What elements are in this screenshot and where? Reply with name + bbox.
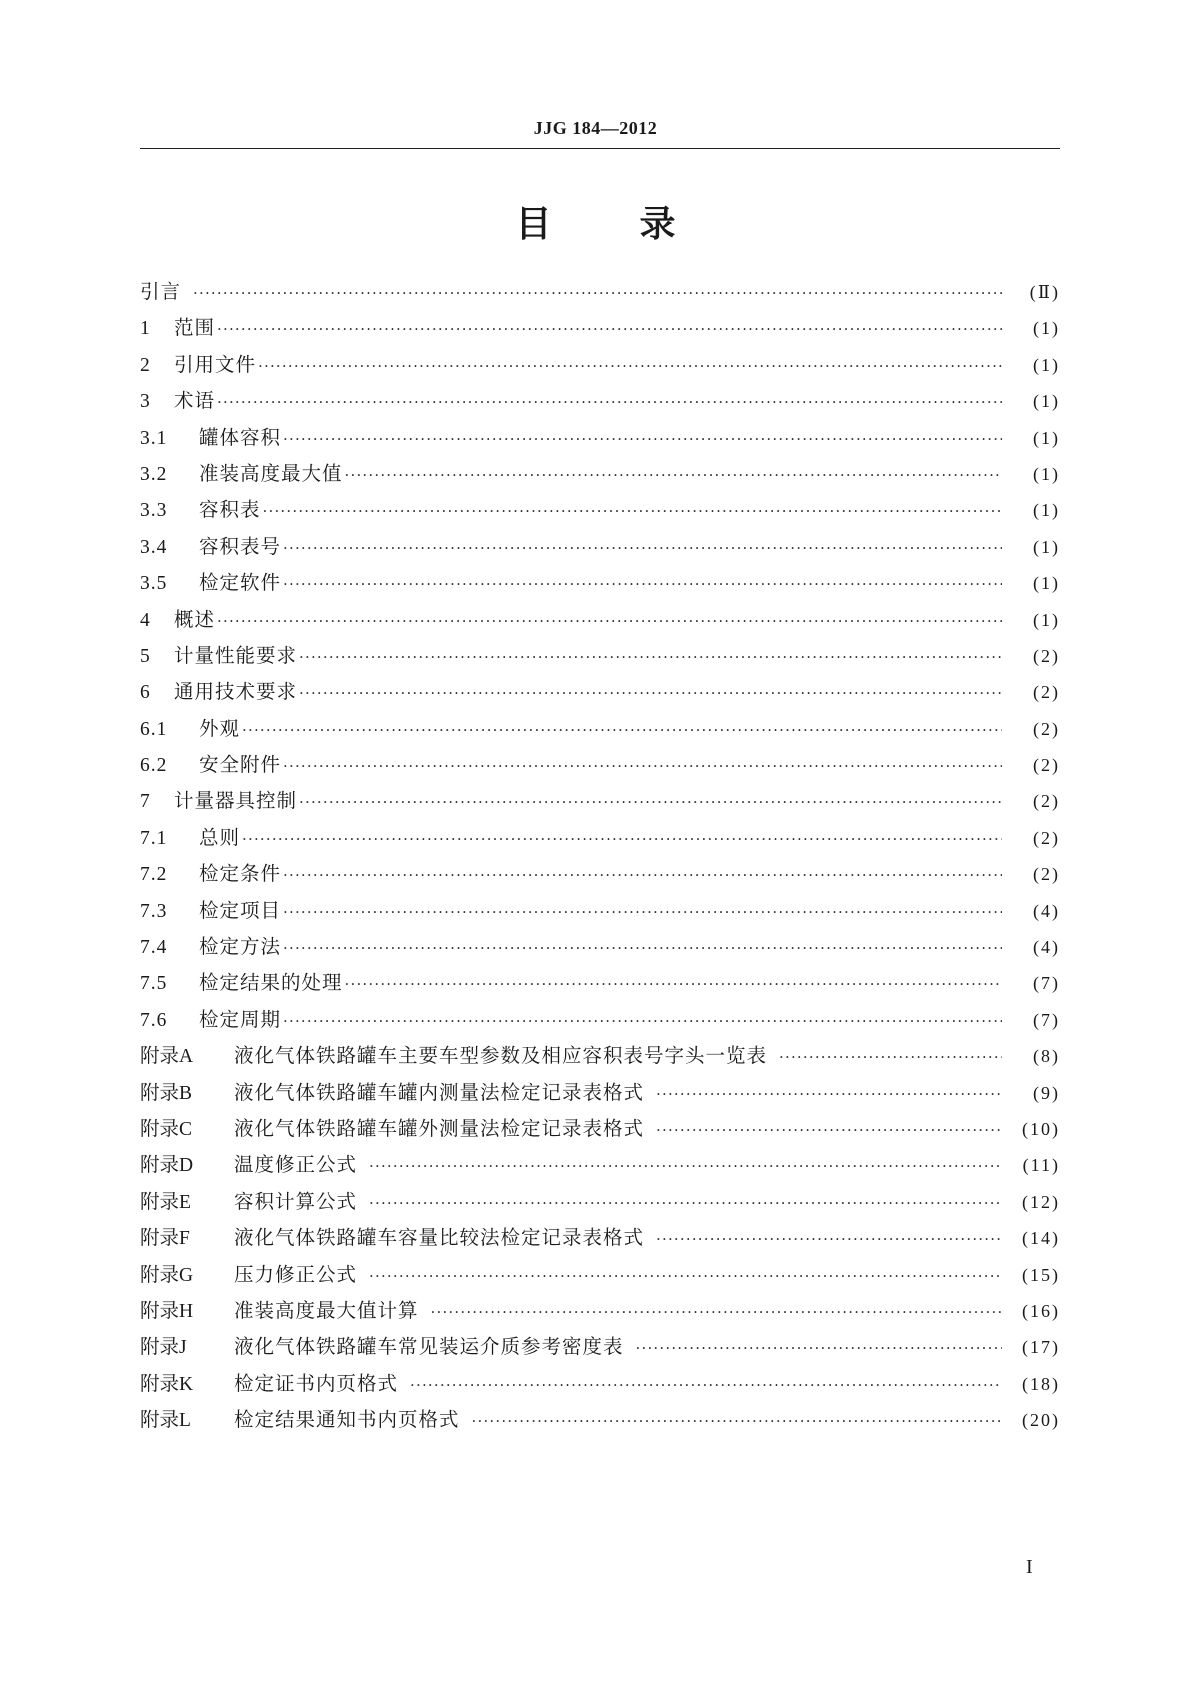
toc-entry-label: [140, 931, 281, 959]
toc-entry[interactable]: [140, 1404, 1060, 1440]
toc-entry-label: [140, 967, 343, 995]
toc-entry[interactable]: [140, 349, 1060, 385]
toc-entry[interactable]: [140, 1368, 1060, 1404]
toc-entry-label: [140, 276, 191, 304]
toc-page-ref: (16): [1022, 1300, 1060, 1321]
toc-entry-title: 安全附件: [199, 753, 282, 777]
toc-entry-label: [140, 1113, 654, 1141]
toc-page-ref: (9): [1033, 1082, 1060, 1103]
toc-dot-leader: [242, 721, 1002, 739]
toc-entry-number: 附录K: [140, 1373, 194, 1395]
toc-entry-label: [140, 822, 240, 850]
toc-entry[interactable]: [140, 604, 1060, 640]
toc-page-ref: (1): [1033, 354, 1060, 375]
toc-page-ref: (14): [1022, 1228, 1060, 1249]
toc-dot-leader: [217, 320, 1002, 338]
toc-entry-number: 7.3: [140, 900, 168, 922]
toc-entry-number: 附录G: [140, 1264, 194, 1286]
toc-entry-title: 检定证书内页格式: [234, 1371, 399, 1395]
toc-page-ref: (2): [1033, 755, 1060, 776]
toc-entry[interactable]: [140, 785, 1060, 821]
toc-entry-label: [140, 1368, 408, 1396]
toc-entry-number: 附录F: [140, 1228, 190, 1250]
toc-dot-leader: [283, 430, 1002, 448]
toc-page-ref: (2): [1033, 718, 1060, 739]
toc-entry[interactable]: [140, 1149, 1060, 1185]
toc-entry[interactable]: [140, 967, 1060, 1003]
toc-entry-number: 2: [140, 354, 151, 376]
toc-entry-number: 7.1: [140, 827, 168, 849]
toc-entry[interactable]: [140, 494, 1060, 530]
toc-page-ref: (11): [1022, 1155, 1060, 1176]
toc-entry[interactable]: [140, 1113, 1060, 1149]
toc-entry-label: [140, 312, 215, 340]
toc-entry[interactable]: [140, 1040, 1060, 1076]
toc-entry-title: 准装高度最大值: [199, 461, 343, 485]
toc-entry[interactable]: [140, 676, 1060, 712]
toc-page-ref: (7): [1033, 973, 1060, 994]
toc-dot-leader: [369, 1194, 1002, 1212]
toc-entry-title: 总则: [199, 825, 241, 849]
toc-entry[interactable]: [140, 276, 1060, 312]
toc-dot-leader: [369, 1157, 1002, 1175]
toc-dot-leader: [283, 575, 1002, 593]
toc-dot-leader: [636, 1339, 1002, 1357]
toc-dot-leader: [283, 757, 1002, 775]
toc-entry-title: 准装高度最大值计算: [234, 1298, 419, 1322]
toc-entry[interactable]: [140, 931, 1060, 967]
toc-entry-number: 6.1: [140, 718, 168, 740]
toc-entry-label: [140, 567, 281, 595]
toc-dot-leader: [283, 903, 1002, 921]
toc-dot-leader: [258, 357, 1002, 375]
toc-page-ref: (2): [1033, 645, 1060, 666]
toc-page-ref: (Ⅱ): [1029, 282, 1060, 302]
toc-entry-number: 附录D: [140, 1155, 194, 1177]
toc-entry-number: 5: [140, 645, 151, 667]
toc-entry[interactable]: [140, 858, 1060, 894]
toc-entry-number: 3: [140, 391, 151, 413]
toc-entry[interactable]: [140, 749, 1060, 785]
toc-entry-label: [140, 1295, 429, 1323]
toc-entry-title: 容积表: [199, 498, 261, 522]
toc-dot-leader: [656, 1085, 1002, 1103]
toc-entry[interactable]: [140, 895, 1060, 931]
toc-page-ref: (8): [1033, 1046, 1060, 1067]
toc-page-ref: (1): [1033, 500, 1060, 521]
toc-entry-number: 7.4: [140, 937, 168, 959]
toc-page-ref: (10): [1022, 1118, 1060, 1139]
toc-entry-title: 检定软件: [199, 571, 282, 595]
toc-entry[interactable]: [140, 385, 1060, 421]
toc-page-ref: (2): [1033, 791, 1060, 812]
toc-entry-title: 检定条件: [199, 862, 282, 886]
toc-entry-title: 温度修正公式: [234, 1153, 358, 1177]
toc-entry-label: [140, 385, 215, 413]
toc-page-ref: (15): [1022, 1264, 1060, 1285]
toc-dot-leader: [283, 939, 1002, 957]
toc-dot-leader: [656, 1230, 1002, 1248]
toc-entry-label: [140, 1259, 367, 1287]
toc-entry-title: 液化气体铁路罐车容量比较法检定记录表格式: [234, 1226, 645, 1250]
toc-dot-leader: [283, 866, 1002, 884]
toc-page-ref: (2): [1033, 864, 1060, 885]
toc-dot-leader: [345, 975, 1002, 993]
toc-entry[interactable]: [140, 531, 1060, 567]
table-of-contents: [140, 276, 1060, 1441]
toc-entry-number: 附录C: [140, 1118, 193, 1140]
toc-entry[interactable]: [140, 422, 1060, 458]
toc-entry-label: [140, 713, 240, 741]
toc-entry[interactable]: [140, 312, 1060, 348]
toc-entry-title: 范围: [174, 316, 216, 340]
toc-entry-number: 7.5: [140, 973, 168, 995]
toc-entry-number: 附录A: [140, 1046, 194, 1068]
toc-entry[interactable]: [140, 822, 1060, 858]
toc-entry-number: 附录E: [140, 1191, 191, 1213]
toc-entry-title: 液化气体铁路罐车罐外测量法检定记录表格式: [234, 1116, 645, 1140]
toc-entry-title: 外观: [199, 716, 241, 740]
toc-dot-leader: [217, 393, 1002, 411]
toc-page-ref: (2): [1033, 682, 1060, 703]
toc-entry-label: [140, 604, 215, 632]
toc-entry-number: 附录B: [140, 1082, 193, 1104]
toc-page-ref: (18): [1022, 1373, 1060, 1394]
toc-entry-label: [140, 1222, 654, 1250]
toc-dot-leader: [283, 1012, 1002, 1030]
toc-entry-number: 6.2: [140, 755, 168, 777]
toc-dot-leader: [217, 612, 1002, 630]
toc-entry-title: 检定方法: [199, 935, 282, 959]
toc-entry-label: [140, 1149, 367, 1177]
toc-dot-leader: [299, 684, 1002, 702]
toc-entry-label: [140, 676, 297, 704]
toc-entry[interactable]: [140, 1295, 1060, 1331]
toc-dot-leader: [345, 466, 1002, 484]
toc-page-ref: (17): [1022, 1337, 1060, 1358]
toc-page-ref: (1): [1033, 609, 1060, 630]
toc-entry-title: 概述: [174, 607, 216, 631]
toc-entry-label: [140, 1077, 654, 1105]
toc-entry-number: 3.5: [140, 573, 168, 595]
toc-entry-number: 6: [140, 682, 151, 704]
toc-entry-number: 7: [140, 791, 151, 813]
page-number: I: [1026, 1556, 1033, 1578]
toc-dot-leader: [299, 793, 1002, 811]
toc-dot-leader: [431, 1303, 1002, 1321]
toc-entry[interactable]: [140, 640, 1060, 676]
toc-dot-leader: [193, 284, 1002, 302]
toc-entry-title: 检定结果的处理: [199, 971, 343, 995]
toc-entry-number: 3.2: [140, 463, 168, 485]
toc-entry-label: [140, 1040, 777, 1068]
toc-page-ref: (1): [1033, 536, 1060, 557]
toc-entry-label: [140, 531, 281, 559]
page-title: 目录: [515, 204, 764, 245]
toc-entry-number: 3.4: [140, 536, 168, 558]
toc-entry-number: 1: [140, 318, 151, 340]
toc-entry-number: 3.1: [140, 427, 168, 449]
toc-entry-title: 术语: [174, 389, 216, 413]
toc-page-ref: (7): [1033, 1009, 1060, 1030]
toc-dot-leader: [656, 1121, 1002, 1139]
toc-entry-label: [140, 640, 297, 668]
toc-entry-label: [140, 422, 281, 450]
toc-page-ref: (1): [1033, 463, 1060, 484]
toc-entry-title: 引言: [140, 280, 182, 303]
toc-entry-number: 附录L: [140, 1410, 191, 1432]
toc-page-ref: (1): [1033, 573, 1060, 594]
toc-dot-leader: [283, 539, 1002, 557]
toc-entry-title: 检定项目: [199, 898, 282, 922]
toc-entry-title: 通用技术要求: [174, 680, 298, 704]
toc-entry-title: 容积计算公式: [234, 1189, 358, 1213]
toc-dot-leader: [242, 830, 1002, 848]
toc-entry-title: 计量性能要求: [174, 643, 298, 667]
toc-entry-label: [140, 494, 261, 522]
toc-entry[interactable]: [140, 1331, 1060, 1367]
toc-page-ref: (2): [1033, 827, 1060, 848]
toc-entry-title: 计量器具控制: [174, 789, 298, 813]
toc-entry[interactable]: [140, 1259, 1060, 1295]
toc-entry-title: 检定周期: [199, 1007, 282, 1031]
toc-entry-number: 4: [140, 609, 151, 631]
toc-entry-title: 检定结果通知书内页格式: [234, 1408, 460, 1432]
toc-entry-number: 7.2: [140, 864, 168, 886]
toc-entry-label: [140, 895, 281, 923]
toc-entry-title: 液化气体铁路罐车常见装运介质参考密度表: [234, 1335, 624, 1359]
toc-entry-number: 3.3: [140, 500, 168, 522]
toc-entry[interactable]: [140, 567, 1060, 603]
toc-page-ref: (4): [1033, 937, 1060, 958]
toc-entry-number: 附录H: [140, 1300, 194, 1322]
toc-entry-label: [140, 858, 281, 886]
header-rule: [140, 148, 1060, 149]
toc-entry-title: 罐体容积: [199, 425, 282, 449]
toc-entry-label: [140, 1004, 281, 1032]
toc-entry-label: [140, 1404, 470, 1432]
toc-dot-leader: [299, 648, 1002, 666]
toc-entry-label: [140, 749, 281, 777]
running-header: JJG 184—2012: [533, 118, 658, 138]
toc-entry-label: [140, 1186, 367, 1214]
toc-entry[interactable]: [140, 1222, 1060, 1258]
toc-entry-title: 液化气体铁路罐车主要车型参数及相应容积表号字头一览表: [234, 1044, 768, 1068]
toc-page-ref: (1): [1033, 391, 1060, 412]
toc-entry-title: 引用文件: [174, 352, 257, 376]
toc-page-ref: (1): [1033, 318, 1060, 339]
toc-dot-leader: [369, 1267, 1002, 1285]
toc-entry-label: [140, 785, 297, 813]
toc-entry[interactable]: [140, 1077, 1060, 1113]
toc-dot-leader: [472, 1412, 1002, 1430]
toc-entry-number: 7.6: [140, 1009, 168, 1031]
toc-dot-leader: [410, 1376, 1002, 1394]
toc-page-ref: (1): [1033, 427, 1060, 448]
toc-entry-title: 液化气体铁路罐车罐内测量法检定记录表格式: [234, 1080, 645, 1104]
toc-entry[interactable]: [140, 458, 1060, 494]
toc-entry-title: 容积表号: [199, 534, 282, 558]
toc-entry[interactable]: [140, 1186, 1060, 1222]
toc-page-ref: (12): [1022, 1191, 1060, 1212]
toc-dot-leader: [263, 502, 1002, 520]
toc-entry[interactable]: [140, 1004, 1060, 1040]
toc-page-ref: (20): [1022, 1410, 1060, 1431]
toc-dot-leader: [779, 1048, 1002, 1066]
toc-entry-number: 附录J: [140, 1337, 187, 1359]
toc-page-ref: (4): [1033, 900, 1060, 921]
toc-entry-label: [140, 458, 343, 486]
toc-entry-title: 压力修正公式: [234, 1262, 358, 1286]
toc-entry-label: [140, 349, 256, 377]
toc-entry-label: [140, 1331, 634, 1359]
toc-entry[interactable]: [140, 713, 1060, 749]
